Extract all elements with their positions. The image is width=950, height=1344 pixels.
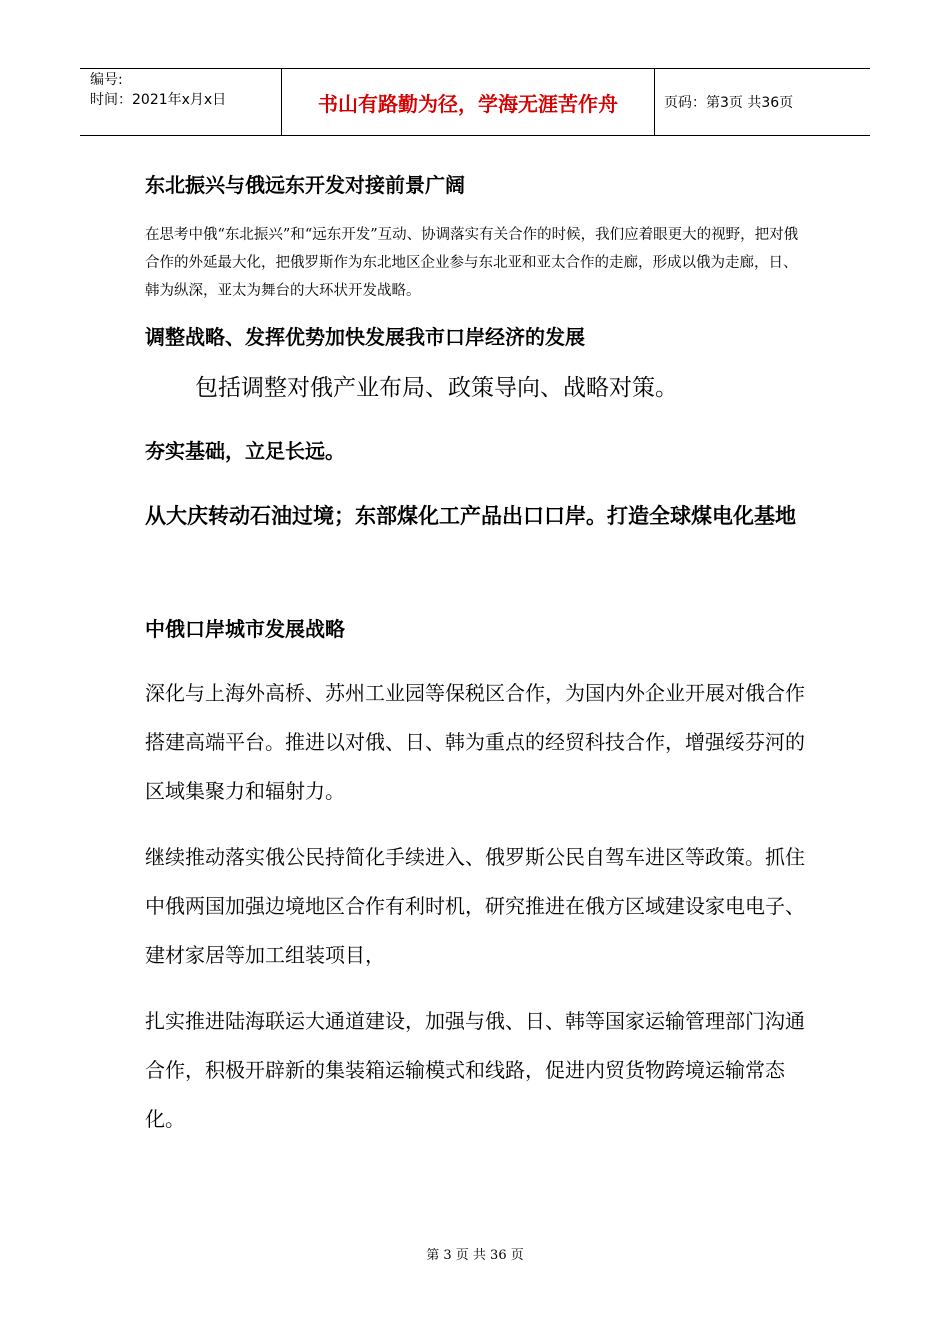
document-number-label: 编号: <box>90 72 123 88</box>
section-heading: 夯实基础，立足长远。 <box>145 439 345 463</box>
header-motto: 书山有路勤为径，学海无涯苦作舟 <box>318 92 618 116</box>
body-paragraph: 继续推动落实俄公民持简化手续进入、俄罗斯公民自驾车进区等政策。抓住中俄两国加强边境地区合作有利时机，研究推进在俄方区域建设家电电子、建材家居等加工组装项目， <box>145 845 805 967</box>
header-info-cell <box>80 69 282 135</box>
strategy-paragraph: 包括调整对俄产业布局、政策导向、战略对策。 <box>195 375 678 401</box>
header-page-number: 页码：第3页 共36页 <box>664 95 794 111</box>
body-paragraph: 深化与上海外高桥、苏州工业园等保税区合作，为国内外企业开展对俄合作搭建高端平台。推进以对俄、日、韩为重点的经贸科技合作，增强绥芬河的区域集聚力和辐射力。 <box>145 681 805 803</box>
section-heading: 调整战略、发挥优势加快发展我市口岸经济的发展 <box>145 325 585 349</box>
section-heading: 从大庆转动石油过境；东部煤化工产品出口口岸。打造全球煤电化基地 <box>145 504 796 528</box>
header-table <box>80 68 870 136</box>
section-heading: 东北振兴与俄远东开发对接前景广阔 <box>145 173 465 197</box>
page-footer: 第 3 页 共 36 页 <box>426 1248 524 1263</box>
header-page-cell <box>655 69 870 135</box>
section-heading: 中俄口岸城市发展战略 <box>145 617 345 641</box>
body-paragraph: 扎实推进陆海联运大通道建设，加强与俄、日、韩等国家运输管理部门沟通合作，积极开辟新的集装箱运输模式和线路，促进内贸货物跨境运输常态化。 <box>145 1009 805 1131</box>
document-date-label: 时间：2021年x月x日 <box>90 92 227 108</box>
intro-paragraph: 在思考中俄“东北振兴”和“远东开发”互动、协调落实有关合作的时候，我们应着眼更大的视野，把对俄合作的外延最大化，把俄罗斯作为东北地区企业参与东北亚和亚太合作的走廊，形成以俄为走廊，日、韩为纵深，亚太为舞台的大环状开发战略。 <box>145 227 799 299</box>
header-motto-cell <box>282 69 655 135</box>
